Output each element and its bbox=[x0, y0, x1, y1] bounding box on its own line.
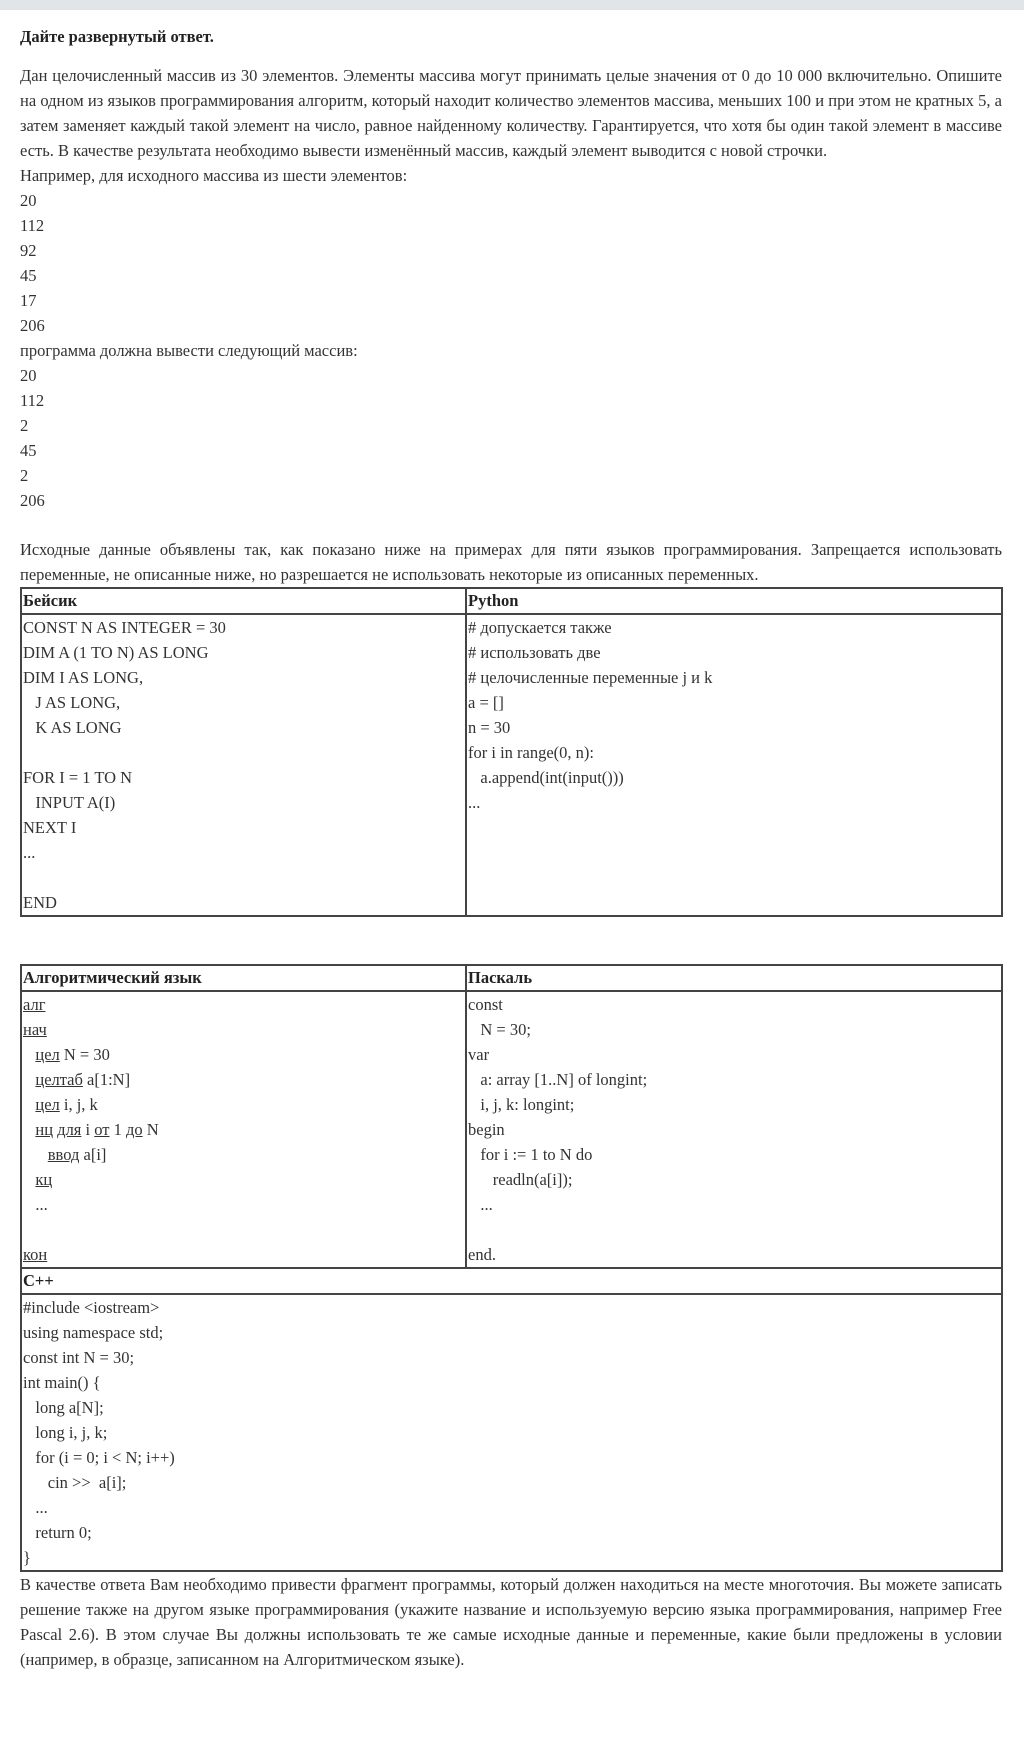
code-text bbox=[23, 1170, 35, 1189]
example-output-value: 206 bbox=[20, 491, 45, 510]
example-input-value: 20 bbox=[20, 191, 37, 210]
basic-code-line: CONST N AS INTEGER = 30 bbox=[23, 618, 226, 637]
python-code-line: a.append(int(input())) bbox=[468, 768, 624, 787]
algo-code-line bbox=[23, 1042, 464, 1067]
pascal-code-line: for i := 1 to N do bbox=[468, 1145, 593, 1164]
keyword: нач bbox=[23, 1020, 47, 1039]
algo-code-line bbox=[23, 1142, 464, 1167]
keyword: для bbox=[57, 1120, 82, 1139]
code-text: a[i] bbox=[79, 1145, 107, 1164]
algo-code-line bbox=[23, 1017, 464, 1042]
cpp-code-line: ... bbox=[23, 1498, 48, 1517]
python-code-line: ... bbox=[468, 793, 481, 812]
pascal-code-line: readln(a[i]); bbox=[468, 1170, 573, 1189]
code-text: N = 30 bbox=[59, 1045, 110, 1064]
cpp-code-line: cin >> a[i]; bbox=[23, 1473, 127, 1492]
python-code-line: for i in range(0, n): bbox=[468, 743, 594, 762]
code-text bbox=[23, 1070, 35, 1089]
algo-code-line bbox=[23, 1242, 464, 1267]
keyword: нц bbox=[35, 1120, 54, 1139]
example-output-value: 2 bbox=[20, 466, 29, 485]
cpp-code-line: long i, j, k; bbox=[23, 1423, 108, 1442]
pascal-code-line: N = 30; bbox=[468, 1020, 531, 1039]
example-input-value: 206 bbox=[20, 316, 45, 335]
example-output-list bbox=[20, 363, 1002, 513]
code-text: ... bbox=[23, 1195, 48, 1214]
code-text bbox=[23, 1120, 35, 1139]
example-output-intro: программа должна вывести следующий массив: bbox=[20, 341, 358, 360]
basic-code bbox=[21, 614, 466, 916]
algo-code-line bbox=[23, 1192, 464, 1217]
code-text: a[1:N] bbox=[82, 1070, 131, 1089]
basic-code-line: FOR I = 1 TO N bbox=[23, 768, 133, 787]
cpp-code-line: int main() { bbox=[23, 1373, 101, 1392]
cpp-header: C++ bbox=[21, 1268, 1002, 1294]
cpp-code-line: #include <iostream> bbox=[23, 1298, 160, 1317]
keyword: алг bbox=[23, 995, 46, 1014]
pascal-code-line bbox=[468, 1217, 1000, 1242]
basic-code-line: INPUT A(I) bbox=[23, 793, 116, 812]
keyword: целтаб bbox=[35, 1070, 83, 1089]
code-text bbox=[23, 1095, 35, 1114]
answer-note: В качестве ответа Вам необходимо привести фрагмент программы, который должен находиться на месте многоточия. Вы можете записать решение также на другом языке программирования (укажите название и используемую версию языка программирования, например Free Pascal 2.6). В этом случае Вы должны использовать те же самые исходные данные и переменные, какие были предложены в условии (например, в образце, записанном на Алгоритмическом языке). bbox=[20, 1575, 1002, 1669]
code-text bbox=[23, 1045, 35, 1064]
algo-code-line bbox=[23, 1067, 464, 1092]
pascal-code-line: var bbox=[468, 1045, 490, 1064]
example-output-value: 20 bbox=[20, 366, 37, 385]
basic-code-line: J AS LONG, bbox=[23, 693, 121, 712]
python-code-line: n = 30 bbox=[468, 718, 511, 737]
example-output-value: 112 bbox=[20, 391, 45, 410]
keyword: от bbox=[94, 1120, 110, 1139]
python-code-line: # целочисленные переменные j и k bbox=[468, 668, 713, 687]
example-output-value: 2 bbox=[20, 416, 29, 435]
example-input-value: 112 bbox=[20, 216, 45, 235]
example-input-value: 92 bbox=[20, 241, 37, 260]
declarations-note: Исходные данные объявлены так, как показано ниже на примерах для пяти языков программирования. Запрещается использовать переменные, не описанные ниже, но разрешается не использовать некоторые из описанных переменных. bbox=[20, 540, 1002, 584]
top-bar bbox=[0, 0, 1024, 10]
algo-code bbox=[21, 991, 466, 1268]
code-text bbox=[23, 1220, 27, 1239]
pascal-code-line: i, j, k: longint; bbox=[468, 1095, 575, 1114]
cpp-code-line: } bbox=[23, 1548, 31, 1567]
python-code-line: a = [] bbox=[468, 693, 504, 712]
basic-code-line bbox=[23, 740, 464, 765]
python-code-line: # допускается также bbox=[468, 618, 612, 637]
algo-code-line bbox=[23, 992, 464, 1017]
example-input-value: 45 bbox=[20, 266, 37, 285]
cpp-code-line: for (i = 0; i < N; i++) bbox=[23, 1448, 175, 1467]
example-intro: Например, для исходного массива из шести элементов: bbox=[20, 166, 408, 185]
algo-code-line bbox=[23, 1092, 464, 1117]
keyword: цел bbox=[35, 1095, 60, 1114]
pascal-code-line: a: array [1..N] of longint; bbox=[468, 1070, 648, 1089]
pascal-code-line: const bbox=[468, 995, 503, 1014]
basic-code-line: DIM A (1 TO N) AS LONG bbox=[23, 643, 209, 662]
pascal-code-line: end. bbox=[468, 1245, 496, 1264]
example-output-value: 45 bbox=[20, 441, 37, 460]
keyword: кон bbox=[23, 1245, 48, 1264]
pascal-code bbox=[466, 991, 1002, 1268]
algo-code-line bbox=[23, 1217, 464, 1242]
example-input-list bbox=[20, 188, 1002, 338]
cpp-code-line: using namespace std; bbox=[23, 1323, 164, 1342]
basic-header: Бейсик bbox=[21, 588, 466, 614]
algo-code-line bbox=[23, 1167, 464, 1192]
keyword: ввод bbox=[47, 1145, 80, 1164]
code-text bbox=[23, 1145, 48, 1164]
keyword: кц bbox=[35, 1170, 53, 1189]
python-code-line: # использовать две bbox=[468, 643, 601, 662]
code-table-algo-pascal-cpp bbox=[20, 964, 1003, 1572]
pascal-code-line: begin bbox=[468, 1120, 505, 1139]
cpp-code-line: return 0; bbox=[23, 1523, 92, 1542]
basic-code-line: END bbox=[23, 893, 57, 912]
cpp-code-line: const int N = 30; bbox=[23, 1348, 135, 1367]
code-text: i, j, k bbox=[59, 1095, 98, 1114]
code-table-basic-python bbox=[20, 587, 1003, 917]
algo-header: Алгоритмический язык bbox=[21, 965, 466, 991]
basic-code-line: NEXT I bbox=[23, 818, 77, 837]
keyword: цел bbox=[35, 1045, 60, 1064]
code-text: i bbox=[81, 1120, 95, 1139]
python-header: Python bbox=[466, 588, 1002, 614]
basic-code-line: K AS LONG bbox=[23, 718, 122, 737]
code-text: N bbox=[142, 1120, 159, 1139]
task-heading: Дайте развернутый ответ. bbox=[20, 27, 214, 46]
pascal-header: Паскаль bbox=[466, 965, 1002, 991]
code-text: 1 bbox=[109, 1120, 126, 1139]
basic-code-line bbox=[23, 865, 464, 890]
pascal-code-line: ... bbox=[468, 1195, 493, 1214]
example-input-value: 17 bbox=[20, 291, 37, 310]
basic-code-line: DIM I AS LONG, bbox=[23, 668, 144, 687]
keyword: до bbox=[125, 1120, 143, 1139]
algo-code-line bbox=[23, 1117, 464, 1142]
task-description: Дан целочисленный массив из 30 элементов. Элементы массива могут принимать целые значения от 0 до 10 000 включительно. Опишите на одном из языков программирования алгоритм, который находит количество элементов массива, меньших 100 и при этом не кратных 5, а затем заменяет каждый такой элемент на число, равное найденному количеству. Гарантируется, что хотя бы один такой элемент в массиве есть. В качестве результата необходимо вывести изменённый массив, каждый элемент выводится с новой строчки. bbox=[20, 66, 1002, 160]
task-content bbox=[20, 24, 1002, 1672]
cpp-code-line: long a[N]; bbox=[23, 1398, 104, 1417]
basic-code-line: ... bbox=[23, 843, 36, 862]
cpp-code bbox=[21, 1294, 1002, 1571]
python-code bbox=[466, 614, 1002, 916]
